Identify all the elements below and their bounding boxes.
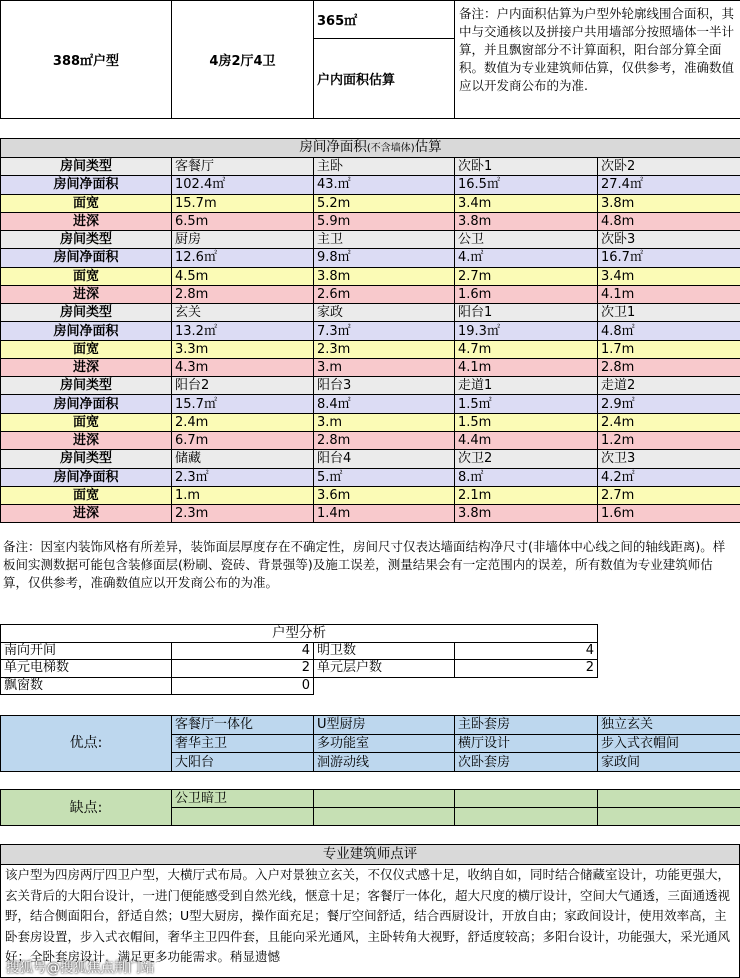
- room-row: [1, 413, 740, 431]
- room-depth: 2.8m: [314, 431, 455, 449]
- south-open-value: 4: [172, 642, 314, 660]
- indoor-area-value: 365㎡: [314, 1, 455, 39]
- pros-item: 客餐厅一体化: [172, 716, 314, 735]
- room-width: 4.5m: [172, 267, 314, 285]
- cons-table: [0, 789, 740, 826]
- row-label: 房间净面积: [1, 468, 172, 486]
- pros-label: 优点:: [1, 716, 172, 772]
- room-name: 走道1: [455, 377, 598, 395]
- pros-item: 步入式衣帽间: [598, 734, 740, 753]
- room-depth: 5.9m: [314, 212, 455, 230]
- room-width: 3.6m: [314, 486, 455, 504]
- room-width: 2.4m: [598, 413, 740, 431]
- row-label: 进深: [1, 212, 172, 230]
- room-depth: 2.6m: [314, 285, 455, 303]
- room-row: [1, 431, 740, 449]
- room-name: 公卫: [455, 231, 598, 249]
- row-label: 房间净面积: [1, 395, 172, 413]
- room-depth: 4.1m: [598, 285, 740, 303]
- pros-item: 横厅设计: [455, 734, 598, 753]
- cons-item: 公卫暗卫: [172, 790, 314, 808]
- room-area: 4.2㎡: [598, 468, 740, 486]
- room-area: 15.7㎡: [172, 395, 314, 413]
- room-area: 2.9㎡: [598, 395, 740, 413]
- room-depth: 2.8m: [598, 358, 740, 376]
- room-width: 1.m: [172, 486, 314, 504]
- row-label: 房间净面积: [1, 176, 172, 194]
- room-area: 8.㎡: [455, 468, 598, 486]
- room-row: [1, 358, 740, 376]
- room-width: 3.m: [314, 413, 455, 431]
- indoor-area-label: 户内面积估算: [314, 39, 455, 119]
- room-name: 走道2: [598, 377, 740, 395]
- row-label: 房间类型: [1, 377, 172, 395]
- review-title: 专业建筑师点评: [0, 844, 740, 865]
- room-row: [1, 450, 740, 468]
- elevator-value: 2: [172, 660, 314, 678]
- room-depth: 4.1m: [455, 358, 598, 376]
- row-label: 房间类型: [1, 158, 172, 176]
- room-row: [1, 505, 740, 523]
- room-name: 家政: [314, 304, 455, 322]
- unit-type: 388㎡户型: [1, 1, 172, 119]
- room-depth: 6.7m: [172, 431, 314, 449]
- room-row: [1, 322, 740, 340]
- row-label: 进深: [1, 505, 172, 523]
- room-width: 4.7m: [455, 340, 598, 358]
- households-value: 2: [455, 660, 598, 678]
- room-area: 4.㎡: [455, 249, 598, 267]
- pros-item: 独立玄关: [598, 716, 740, 735]
- row-label: 进深: [1, 285, 172, 303]
- room-row: [1, 486, 740, 504]
- room-width: 2.4m: [172, 413, 314, 431]
- room-name: 次卫1: [598, 304, 740, 322]
- room-area: 2.3㎡: [172, 468, 314, 486]
- room-area: 13.2㎡: [172, 322, 314, 340]
- room-row: [1, 304, 740, 322]
- row-label: 面宽: [1, 340, 172, 358]
- row-label: 房间类型: [1, 450, 172, 468]
- analysis-title: 户型分析: [1, 625, 598, 643]
- cons-label: 缺点:: [1, 790, 172, 826]
- bright-bath-label: 明卫数: [314, 642, 455, 660]
- room-row: [1, 267, 740, 285]
- pros-item: 洄游动线: [314, 753, 455, 772]
- room-row: [1, 158, 740, 176]
- room-name: 次卫2: [455, 450, 598, 468]
- room-area: 5.㎡: [314, 468, 455, 486]
- room-row: [1, 468, 740, 486]
- review-body: 该户型为四房两厅四卫户型，大横厅式布局。入户对景独立玄关，不仅仪式感十足，收纳自如，同时结合储藏室设计，功能更强大，玄关背后的大阳台设计，一进门便能感受到自然光线，惬意十足；客餐厅一体化，超大尺度的横厅设计，空间大气通透，三面通透视野，结合侧面阳台，舒适自然；U型大厨房，操作面充足；餐厅空间舒适，结合西厨设计，开放自由；家政间设计，使用效率高，主卧套房设置，步入式衣帽间，奢华主卫四件套，且能向采光通风，主卧转角大视野，舒适度较高；多阳台设计，功能强大，采光通风好；全卧套房设计，满足更多功能需求。稍显遗憾: [0, 865, 740, 978]
- room-table-title: 房间净面积(不含墙体)估算: [1, 139, 740, 158]
- room-width: 3.8m: [598, 194, 740, 212]
- pros-item: 奢华主卫: [172, 734, 314, 753]
- room-width: 5.2m: [314, 194, 455, 212]
- room-name: 主卫: [314, 231, 455, 249]
- header-note: 备注：户内面积估算为户型外轮廓线围合面积，其中与交通核以及拼接户共用墙部分按照墙体一半计算，并且飘窗部分不计算面积，阳台部分算全面积。数值为专业建筑师估算，仅供参考，准确数值应以开发商公布的为准.: [455, 1, 740, 119]
- room-width: 2.3m: [314, 340, 455, 358]
- room-depth: 3.8m: [455, 212, 598, 230]
- room-name: 次卧2: [598, 158, 740, 176]
- room-name: 储藏: [172, 450, 314, 468]
- room-row: [1, 340, 740, 358]
- measurement-note: 备注：因室内装饰风格有所差异，装饰面层厚度存在不确定性，房间尺寸仅表达墙面结构净尺寸(非墙体中心线之间的轴线距离)。样板间实测数据可能包含装修面层(粉刷、瓷砖、背景强等)及施工误差，测量结果会有一定范围内的误差，所有数值为专业建筑师估算，仅供参考，准确数值应以开发商公布的为准。: [3, 539, 726, 590]
- room-depth: 3.8m: [455, 505, 598, 523]
- room-area: 7.3㎡: [314, 322, 455, 340]
- room-width: 1.7m: [598, 340, 740, 358]
- layout-analysis-table: [0, 624, 598, 695]
- pros-item: 主卧套房: [455, 716, 598, 735]
- room-width: 3.8m: [314, 267, 455, 285]
- row-label: 进深: [1, 431, 172, 449]
- pros-item: U型厨房: [314, 716, 455, 735]
- pros-item: 家政间: [598, 753, 740, 772]
- row-label: 面宽: [1, 194, 172, 212]
- pros-item: 次卧套房: [455, 753, 598, 772]
- room-row: [1, 395, 740, 413]
- room-row: [1, 194, 740, 212]
- room-area: 4.8㎡: [598, 322, 740, 340]
- south-open-label: 南向开间: [1, 642, 172, 660]
- pros-table: [0, 715, 740, 772]
- room-name: 厨房: [172, 231, 314, 249]
- room-area: 27.4㎡: [598, 176, 740, 194]
- row-label: 房间净面积: [1, 249, 172, 267]
- room-area: 16.7㎡: [598, 249, 740, 267]
- room-depth: 4.8m: [598, 212, 740, 230]
- room-name: 玄关: [172, 304, 314, 322]
- households-label: 单元层户数: [314, 660, 455, 678]
- row-label: 进深: [1, 358, 172, 376]
- room-row: [1, 212, 740, 230]
- row-label: 房间净面积: [1, 322, 172, 340]
- room-width: 3.4m: [598, 267, 740, 285]
- room-area: 43.㎡: [314, 176, 455, 194]
- room-depth: 1.6m: [598, 505, 740, 523]
- pros-item: 多功能室: [314, 734, 455, 753]
- room-name: 次卫3: [598, 450, 740, 468]
- bright-bath-value: 4: [455, 642, 598, 660]
- room-area: 1.5㎡: [455, 395, 598, 413]
- row-label: 房间类型: [1, 304, 172, 322]
- room-depth: 1.4m: [314, 505, 455, 523]
- room-width: 15.7m: [172, 194, 314, 212]
- room-depth: 2.8m: [172, 285, 314, 303]
- room-depth: 4.4m: [455, 431, 598, 449]
- room-row: [1, 377, 740, 395]
- room-width: 2.1m: [455, 486, 598, 504]
- room-name: 阳台4: [314, 450, 455, 468]
- room-area: 12.6㎡: [172, 249, 314, 267]
- room-area: 9.8㎡: [314, 249, 455, 267]
- room-width: 3.4m: [455, 194, 598, 212]
- row-label: 房间类型: [1, 231, 172, 249]
- room-name: 阳台3: [314, 377, 455, 395]
- room-width: 1.5m: [455, 413, 598, 431]
- room-depth: 6.5m: [172, 212, 314, 230]
- room-area: 8.4㎡: [314, 395, 455, 413]
- room-row: [1, 231, 740, 249]
- room-name: 客餐厅: [172, 158, 314, 176]
- pros-item: 大阳台: [172, 753, 314, 772]
- watermark-text: 搜狐号@搜狐焦点荆门站: [6, 960, 155, 976]
- elevator-label: 单元电梯数: [1, 660, 172, 678]
- room-area-table: [0, 138, 740, 523]
- room-depth: 3.m: [314, 358, 455, 376]
- room-width: 2.7m: [598, 486, 740, 504]
- room-row: [1, 176, 740, 194]
- room-name: 主卧: [314, 158, 455, 176]
- room-name: 次卧1: [455, 158, 598, 176]
- row-label: 面宽: [1, 486, 172, 504]
- room-depth: 1.2m: [598, 431, 740, 449]
- room-depth: 4.3m: [172, 358, 314, 376]
- room-width: 2.7m: [455, 267, 598, 285]
- room-area: 19.3㎡: [455, 322, 598, 340]
- room-depth: 1.6m: [455, 285, 598, 303]
- room-depth: 2.3m: [172, 505, 314, 523]
- room-row: [1, 285, 740, 303]
- room-name: 次卧3: [598, 231, 740, 249]
- room-name: 阳台2: [172, 377, 314, 395]
- room-area: 16.5㎡: [455, 176, 598, 194]
- room-name: 阳台1: [455, 304, 598, 322]
- row-label: 面宽: [1, 267, 172, 285]
- layout-label: 4房2厅4卫: [172, 1, 314, 119]
- bay-window-value: 0: [172, 677, 314, 695]
- room-row: [1, 249, 740, 267]
- row-label: 面宽: [1, 413, 172, 431]
- room-width: 3.3m: [172, 340, 314, 358]
- room-area: 102.4㎡: [172, 176, 314, 194]
- header-table: [0, 0, 740, 119]
- bay-window-label: 飘窗数: [1, 677, 172, 695]
